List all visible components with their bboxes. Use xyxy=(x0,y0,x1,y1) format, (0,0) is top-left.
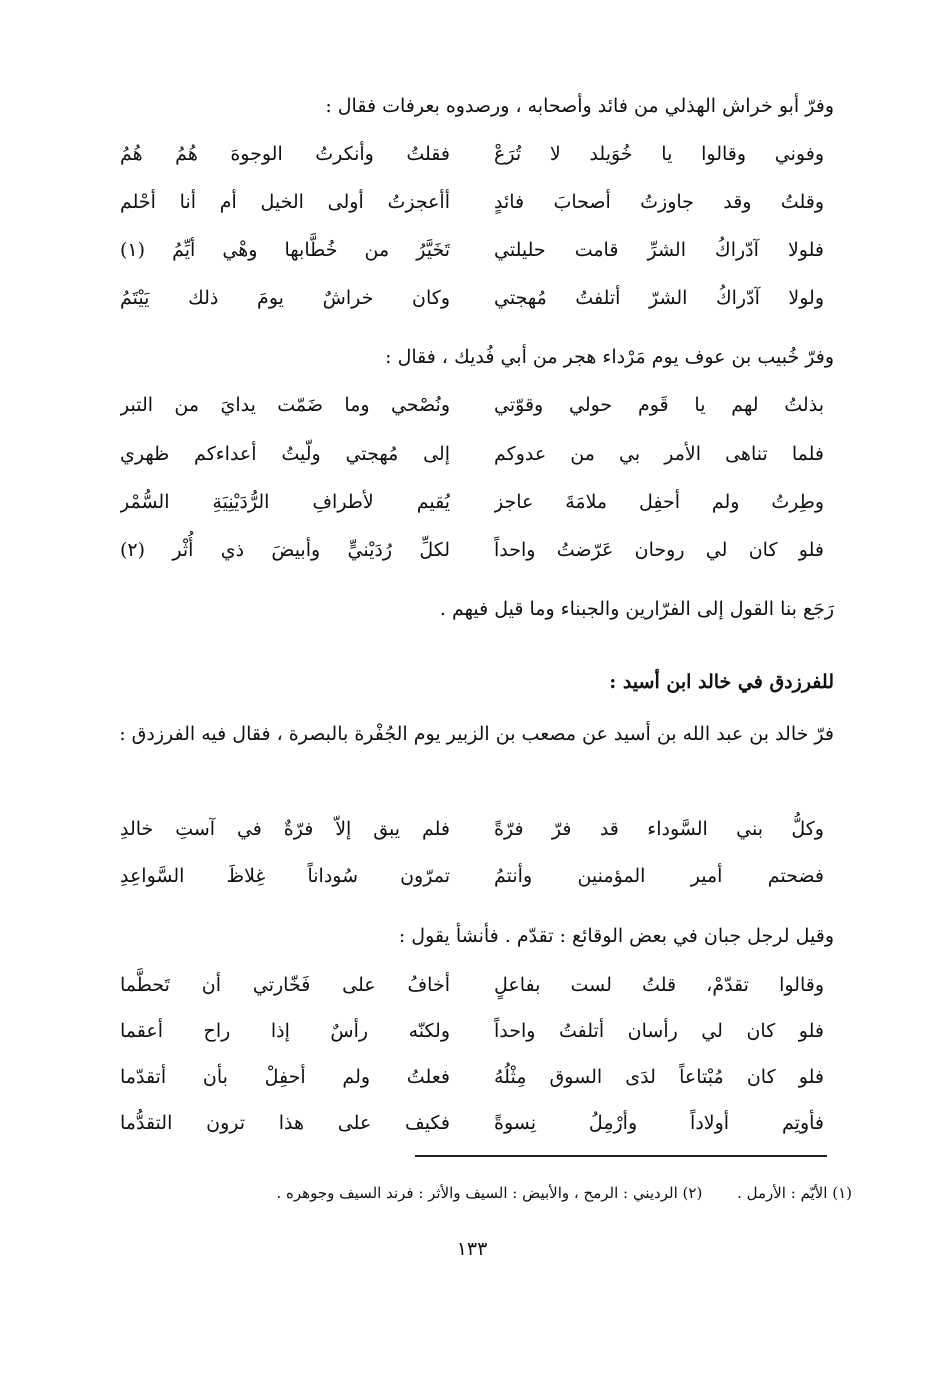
verse-line xyxy=(120,431,824,477)
verse-first-half: فأوتِم أولاداً وأرْمِلُ نِسوةً xyxy=(494,1112,824,1134)
verse-second-half: لكلِّ رُدَيْنيٍّ وأبيضَ ذي أُثْر (٢) xyxy=(120,539,450,561)
verse-line xyxy=(120,527,824,573)
verse-second-half: ونُصْحي وما ضَمّت يدايَ من التبر xyxy=(120,394,450,416)
verse-second-half: فعلتُ ولم أحفِلْ بأن أتقدّما xyxy=(120,1066,450,1088)
verse-first-half: وقلتُ وقد جاوزتُ أصحابَ فائدٍ xyxy=(494,191,824,213)
verse-line xyxy=(120,179,824,225)
verse-second-half: أأعجزتُ أولى الخيل أم أنا أحْلم xyxy=(120,191,450,213)
verse-second-half: ولكنّه رأسٌ إذا راح أعقما xyxy=(120,1020,450,1042)
verse-second-half: تمرّون سُوداناً غِلاظَ السَّواعِدِ xyxy=(120,865,450,887)
verse-line xyxy=(120,227,824,273)
intro-khubayb: وفرّ خُبيب بن عوف يوم مَرْداء هجر من أبي فُديك ، فقال : xyxy=(385,346,834,368)
verse-line xyxy=(120,131,824,177)
verse-line xyxy=(120,382,824,428)
verse-line xyxy=(120,962,824,1008)
verse-first-half: وطِرتُ ولم أحفِل ملامَةَ عاجز xyxy=(494,491,824,513)
footnotes xyxy=(100,1180,852,1206)
verse-first-half: وفوني وقالوا يا خُوَيلد لا تُرَعْ xyxy=(494,143,824,165)
section-heading: للفرزدق في خالد ابن أسيد : xyxy=(609,671,834,693)
paragraph-khalid: فرّ خالد بن عبد الله بن أسيد عن مصعب بن الزبير يوم الجُفْرة بالبصرة ، فقال فيه الفرزدق : xyxy=(119,723,834,745)
verse-line xyxy=(120,853,824,899)
verse-second-half: فكيف على هذا ترون التقدُّما xyxy=(120,1112,450,1134)
footnote-2: (٢) الرديني : الرمح ، والأبيض : السيف والأثر : فرند السيف وجوهره . xyxy=(276,1184,703,1202)
verse-line xyxy=(120,479,824,525)
verse-second-half: إلى مُهجتي ولّيتُ أعداءكم ظهري xyxy=(120,443,450,465)
verse-second-half: وكان خراشٌ يومَ ذلك يَيْتَمُ xyxy=(120,287,450,309)
verse-line xyxy=(120,806,824,852)
verse-second-half: أخافُ على فَخّارتي أن تَحطَّما xyxy=(120,974,450,996)
verse-line xyxy=(120,1008,824,1054)
verse-first-half: فلما تناهى الأمر بي من عدوكم xyxy=(494,443,824,465)
verse-first-half: بذلتُ لهم يا قَوم حولي وقوّتي xyxy=(494,394,824,416)
verse-first-half: وقالوا تقدّمْ، قلتُ لست بفاعلٍ xyxy=(494,974,824,996)
verse-second-half: فقلتُ وأنكرتُ الوجوهَ هُمُ هُمُ xyxy=(120,143,450,165)
verse-first-half: فلولا آدّراكُ الشرِّ قامت حليلتي xyxy=(494,239,824,261)
verse-first-half: فلو كان لي روحان عَرّضتُ واحداً xyxy=(494,539,824,561)
verse-first-half: فضحتم أمير المؤمنين وأنتمُ xyxy=(494,865,824,887)
verse-second-half: يُقيم لأطرافِ الرُّدَيْنِيَةِ السُّمْر xyxy=(120,491,450,513)
verse-first-half: ولولا آدّراكُ الشرّ أتلفتُ مُهجتي xyxy=(494,287,824,309)
verse-second-half: تَخَيَّرُ من خُطَّابها وهْي أيِّمُ (١) xyxy=(120,239,450,261)
intro-abu-khirash: وفرّ أبو خراش الهذلي من فائد وأصحابه ، ورصدوه بعرفات فقال : xyxy=(325,95,834,117)
footnote-divider xyxy=(415,1155,827,1157)
transition-text: رَجَع بنا القول إلى الفرّارين والجبناء وما قيل فيهم . xyxy=(439,598,834,620)
verse-first-half: وكلُّ بني السَّوداء قد فرّ فرّةً xyxy=(494,818,824,840)
verse-second-half: فلم يبق إلاّ فرّةٌ في آستِ خالدِ xyxy=(120,818,450,840)
verse-line xyxy=(120,1054,824,1100)
verse-line xyxy=(120,275,824,321)
page-number: ١٣٣ xyxy=(456,1238,488,1260)
verse-first-half: فلو كان لي رأسان أتلفتُ واحداً xyxy=(494,1020,824,1042)
intro-coward: وقيل لرجل جبان في بعض الوقائع : تقدّم . فأنشأ يقول : xyxy=(398,925,834,947)
verse-line xyxy=(120,1100,824,1146)
footnote-1: (١) الأيّم : الأرمل . xyxy=(737,1184,852,1202)
verse-first-half: فلو كان مُبْتاعاً لدَى السوق مِثْلُهُ xyxy=(494,1066,824,1088)
